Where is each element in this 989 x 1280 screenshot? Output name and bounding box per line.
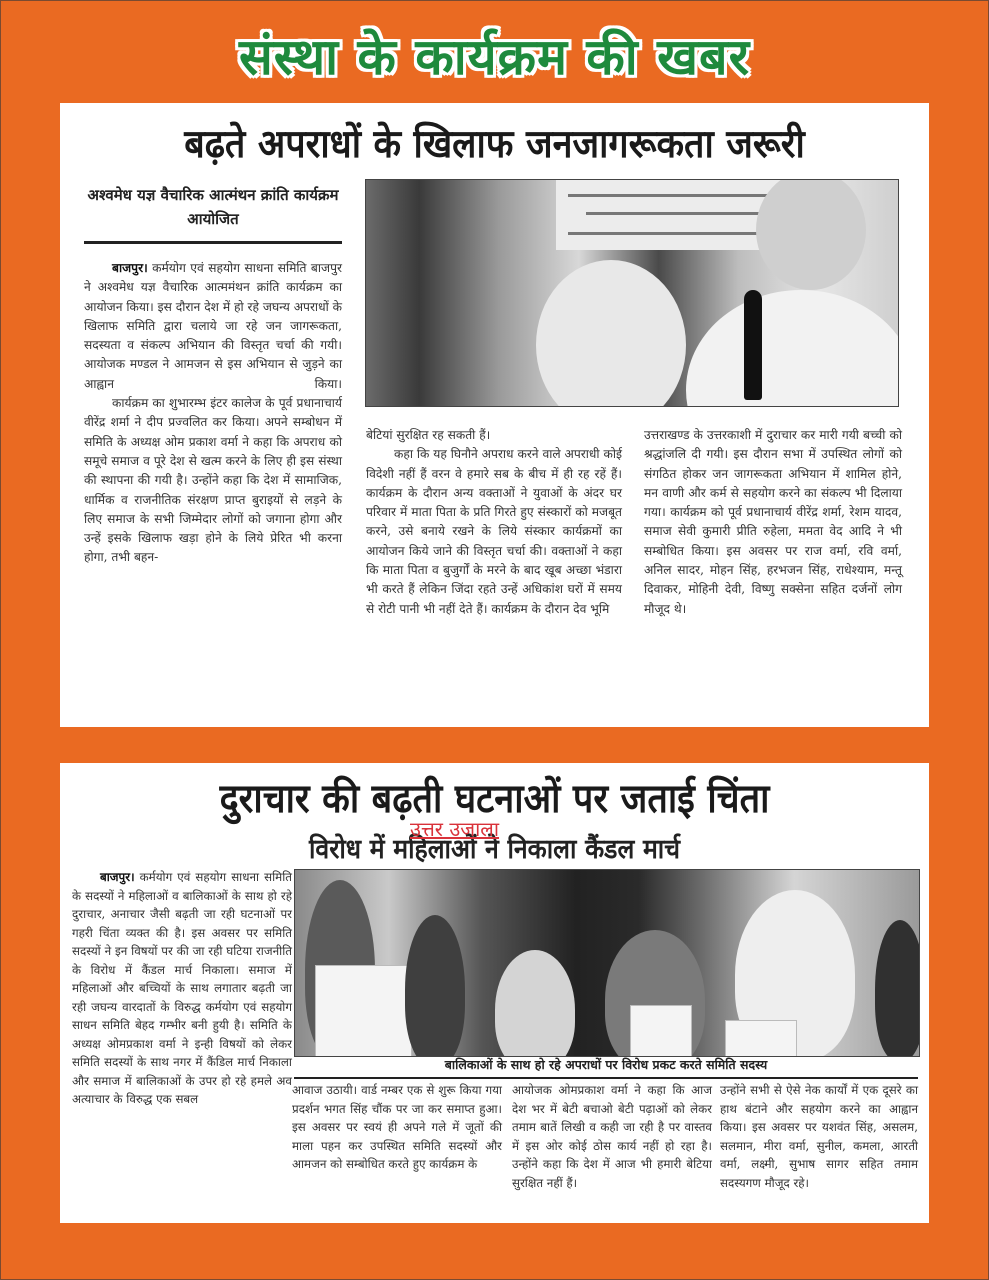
photo-speaker-head [756,179,866,290]
subhead-divider [84,241,342,244]
article1-para-1 [84,259,342,394]
news-clipping-1 [60,103,929,727]
article2-headline: दुराचार की बढ़ती घटनाओं पर जताई चिंता [219,776,770,822]
photo-placard [630,1005,692,1057]
article2-subhead: विरोध में महिलाओं ने निकाला कैंडल मार्च [308,834,681,865]
photo-person [495,950,575,1057]
article1-col2-para-1: बेटियां सुरक्षित रह सकती हैं। [366,428,491,442]
article2-column-4 [720,1081,918,1192]
article1-column-1 [84,259,342,568]
photo-placard [725,1020,797,1057]
article2-col3-text: आयोजक ओमप्रकाश वर्मा ने कहा कि आज देश भर में बेटी बचाओ बेटी पढ़ाओं को लेकर तमाम बातें लिखी व कही जा रही है पर वास्तव में इस ओर कोई ठोस कार्य नहीं हो रहा है। उन्होंने कहा कि देश में आज भी हमारी बेटिया सुरक्षित नहीं हैं। [512,1083,712,1190]
newspaper-source-tag: उत्तर उजाला [410,817,500,841]
caption-divider [294,1077,918,1079]
article1-dateline: बाजपुर। [112,261,148,275]
article1-column-3 [644,426,902,619]
article2-column-3 [512,1081,712,1192]
photo-poster-figure [536,260,686,407]
photo-person [875,920,920,1057]
photo-person [405,915,465,1057]
article1-column-2 [366,426,622,619]
photo-speaker-body [686,290,899,407]
article2-photo-caption: बालिकाओं के साथ हो रहे अपराधों पर विरोध प्रकट करते समिति सदस्य [444,1057,768,1072]
article2-para-1 [72,868,292,1109]
article1-col2-para-2: कहा कि यह घिनौने अपराध करने वाले अपराधी कोई विदेशी नहीं हैं वरन वे हमारे सब के बीच में ही रह रहें हैं। कार्यक्रम के दौरान अन्य वक्ताओं ने युवाओं के अंदर घर परिवार में माता पिता के प्रति गिरते हुए संस्कारों को मजबूत करने, उसे बनाये रखने के लिये संस्कार कार्यक्रमों का आयोजन किये जाने की विस्तृत चर्चा की। वक्ताओं ने कहा कि माता पिता व बुजुर्गों के मरने के बाद खूब अच्छा भंडारा भी करते हैं लेकिन जिंदा रहते उन्हें अधिकांश घरों में समय से रोटी पानी भी नहीं देते हैं। कार्यक्रम के दौरान देव भूमि [366,447,622,616]
microphone-icon [744,290,762,400]
article1-col3-para-1: उत्तराखण्ड के उत्तरकाशी में दुराचार कर मारी गयी बच्ची को श्रद्धांजलि दी गयी। इस दौरान सभा में उपस्थित लोगों को संगठित होकर जन जागरूकता अभियान में शामिल होने, मन वाणी और कर्म से सहयोग करने का संकल्प भी दिलाया गया। कार्यक्रम को पूर्व प्रधानाचार्य वीरेंद्र शर्मा, रेशम यादव, समाज सेवी कुमारी प्रीति रुहेला, ममता वेद आदि ने भी सम्बोधित किया। इस अवसर पर राज वर्मा, रवि वर्मा, अनिल सादर, मोहन सिंह, हरभजन सिंह, राधेश्याम, मन्तू दिवाकर, मोहिनी देवी, विष्णु सक्सेना सहित दर्जनों लोग मौजूद थे। [644,428,902,616]
article2-para-1-text: कर्मयोग एवं सहयोग साधना समिति के सदस्यों ने महिलाओं व बालिकाओं के साथ हो रहे दुराचार, अनाचार जैसी बढ़ती जा रही घटनाओं पर गहरी चिंता व्यक्त की है। इस अवसर पर समिति सदस्यों ने इन विषयों पर की जा रही घटिया राजनीति के विरोध में कैंडल मार्च निकाला। समाज में महिलाओं और बच्चियों के साथ लगातार बढ़ती जा रही जघन्य वारदातों के विरुद्ध कर्मयोग एवं सहयोग साधन समिति बेहद गम्भीर बनी हुयी है। समिति के अध्यक्ष ओमप्रकाश वर्मा ने इन्ही विषयों को लेकर समिति सदस्यों के साथ नगर में कैंडिल मार्च निकाला और समाज में बालिकाओं के उपर हो रहे हमले अव अत्याचार के विरुद्ध एक सबल [72,870,292,1106]
article1-photo [365,179,899,407]
article1-para-2: कार्यक्रम का शुभारम्भ इंटर कालेज के पूर्व प्रधानाचार्य वीरेंद्र शर्मा ने दीप प्रज्वलित कर किया। अपने सम्बोधन में समिति के अध्यक्ष ओम प्रकाश वर्मा ने कहा कि अपराध को समूचे समाज व पूरे देश से खत्म करने के लिए ही इस संस्था की स्थापना की गयी है। उन्होंने कहा कि देश में सामाजिक, धार्मिक व राजनीतिक संरक्षण प्राप्त बुराइयों से लड़ने के लिए समाज के सभी जिम्मेदार लोगों को जगाना होगा और उन्हें इसके खिलाफ खड़ा होने के लिये प्रेरित भी करना होगा, तभी बहन- [84,396,342,565]
article2-col2-text: आवाज उठायी। वार्ड नम्बर एक से शुरू किया गया प्रदर्शन भगत सिंह चौंक पर जा कर समाप्त हुआ। इस अवसर पर स्वयं ही अपने गले में जूतों की माला पहन कर उपस्थित समिति सदस्यों और आमजन को सम्बोधित करते हुए कार्यक्रम के [292,1083,502,1171]
page-banner-title: संस्था के कार्यक्रम की खबर [238,28,751,86]
article1-headline: बढ़ते अपराधों के खिलाफ जनजागरूकता जरूरी [184,122,805,167]
article2-dateline: बाजपुर। [100,870,135,884]
article1-subhead: अश्वमेध यज्ञ वैचारिक आत्मंथन क्रांति कार्यक्रम आयोजित [87,186,339,228]
article1-para-1-text: कर्मयोग एवं सहयोग साधना समिति बाजपुर ने अश्वमेध यज्ञ वैचारिक आत्ममंथन क्रांति कार्यक्रम का आयोजन किया। इस दौरान देश में हो रहे जघन्य अपराधों के खिलाफ समिति द्वारा चलाये जा रहे जन जागरूकता, सदस्यता व संकल्प अभियान की विस्तृत चर्चा की गयी। आयोजक मण्डल ने आमजन से इस अभियान से जुड़ने का आह्वान किया। [84,261,342,391]
article2-column-1 [72,868,292,1109]
news-clipping-2 [60,763,929,1223]
article2-column-2 [292,1081,502,1174]
article2-photo [294,869,920,1057]
article2-col4-text: उन्होंने सभी से ऐसे नेक कार्यों में एक दूसरे का हाथ बंटाने और सहयोग करने का आह्वान किया। इस अवसर पर यशवंत सिंह, असलम, सलमान, मीरा वर्मा, सुनील, कमला, आरती वर्मा, लक्ष्मी, सुभाष सागर सहित तमाम सदस्यगण मौजूद रहे। [720,1083,918,1190]
photo-placard [315,965,412,1057]
